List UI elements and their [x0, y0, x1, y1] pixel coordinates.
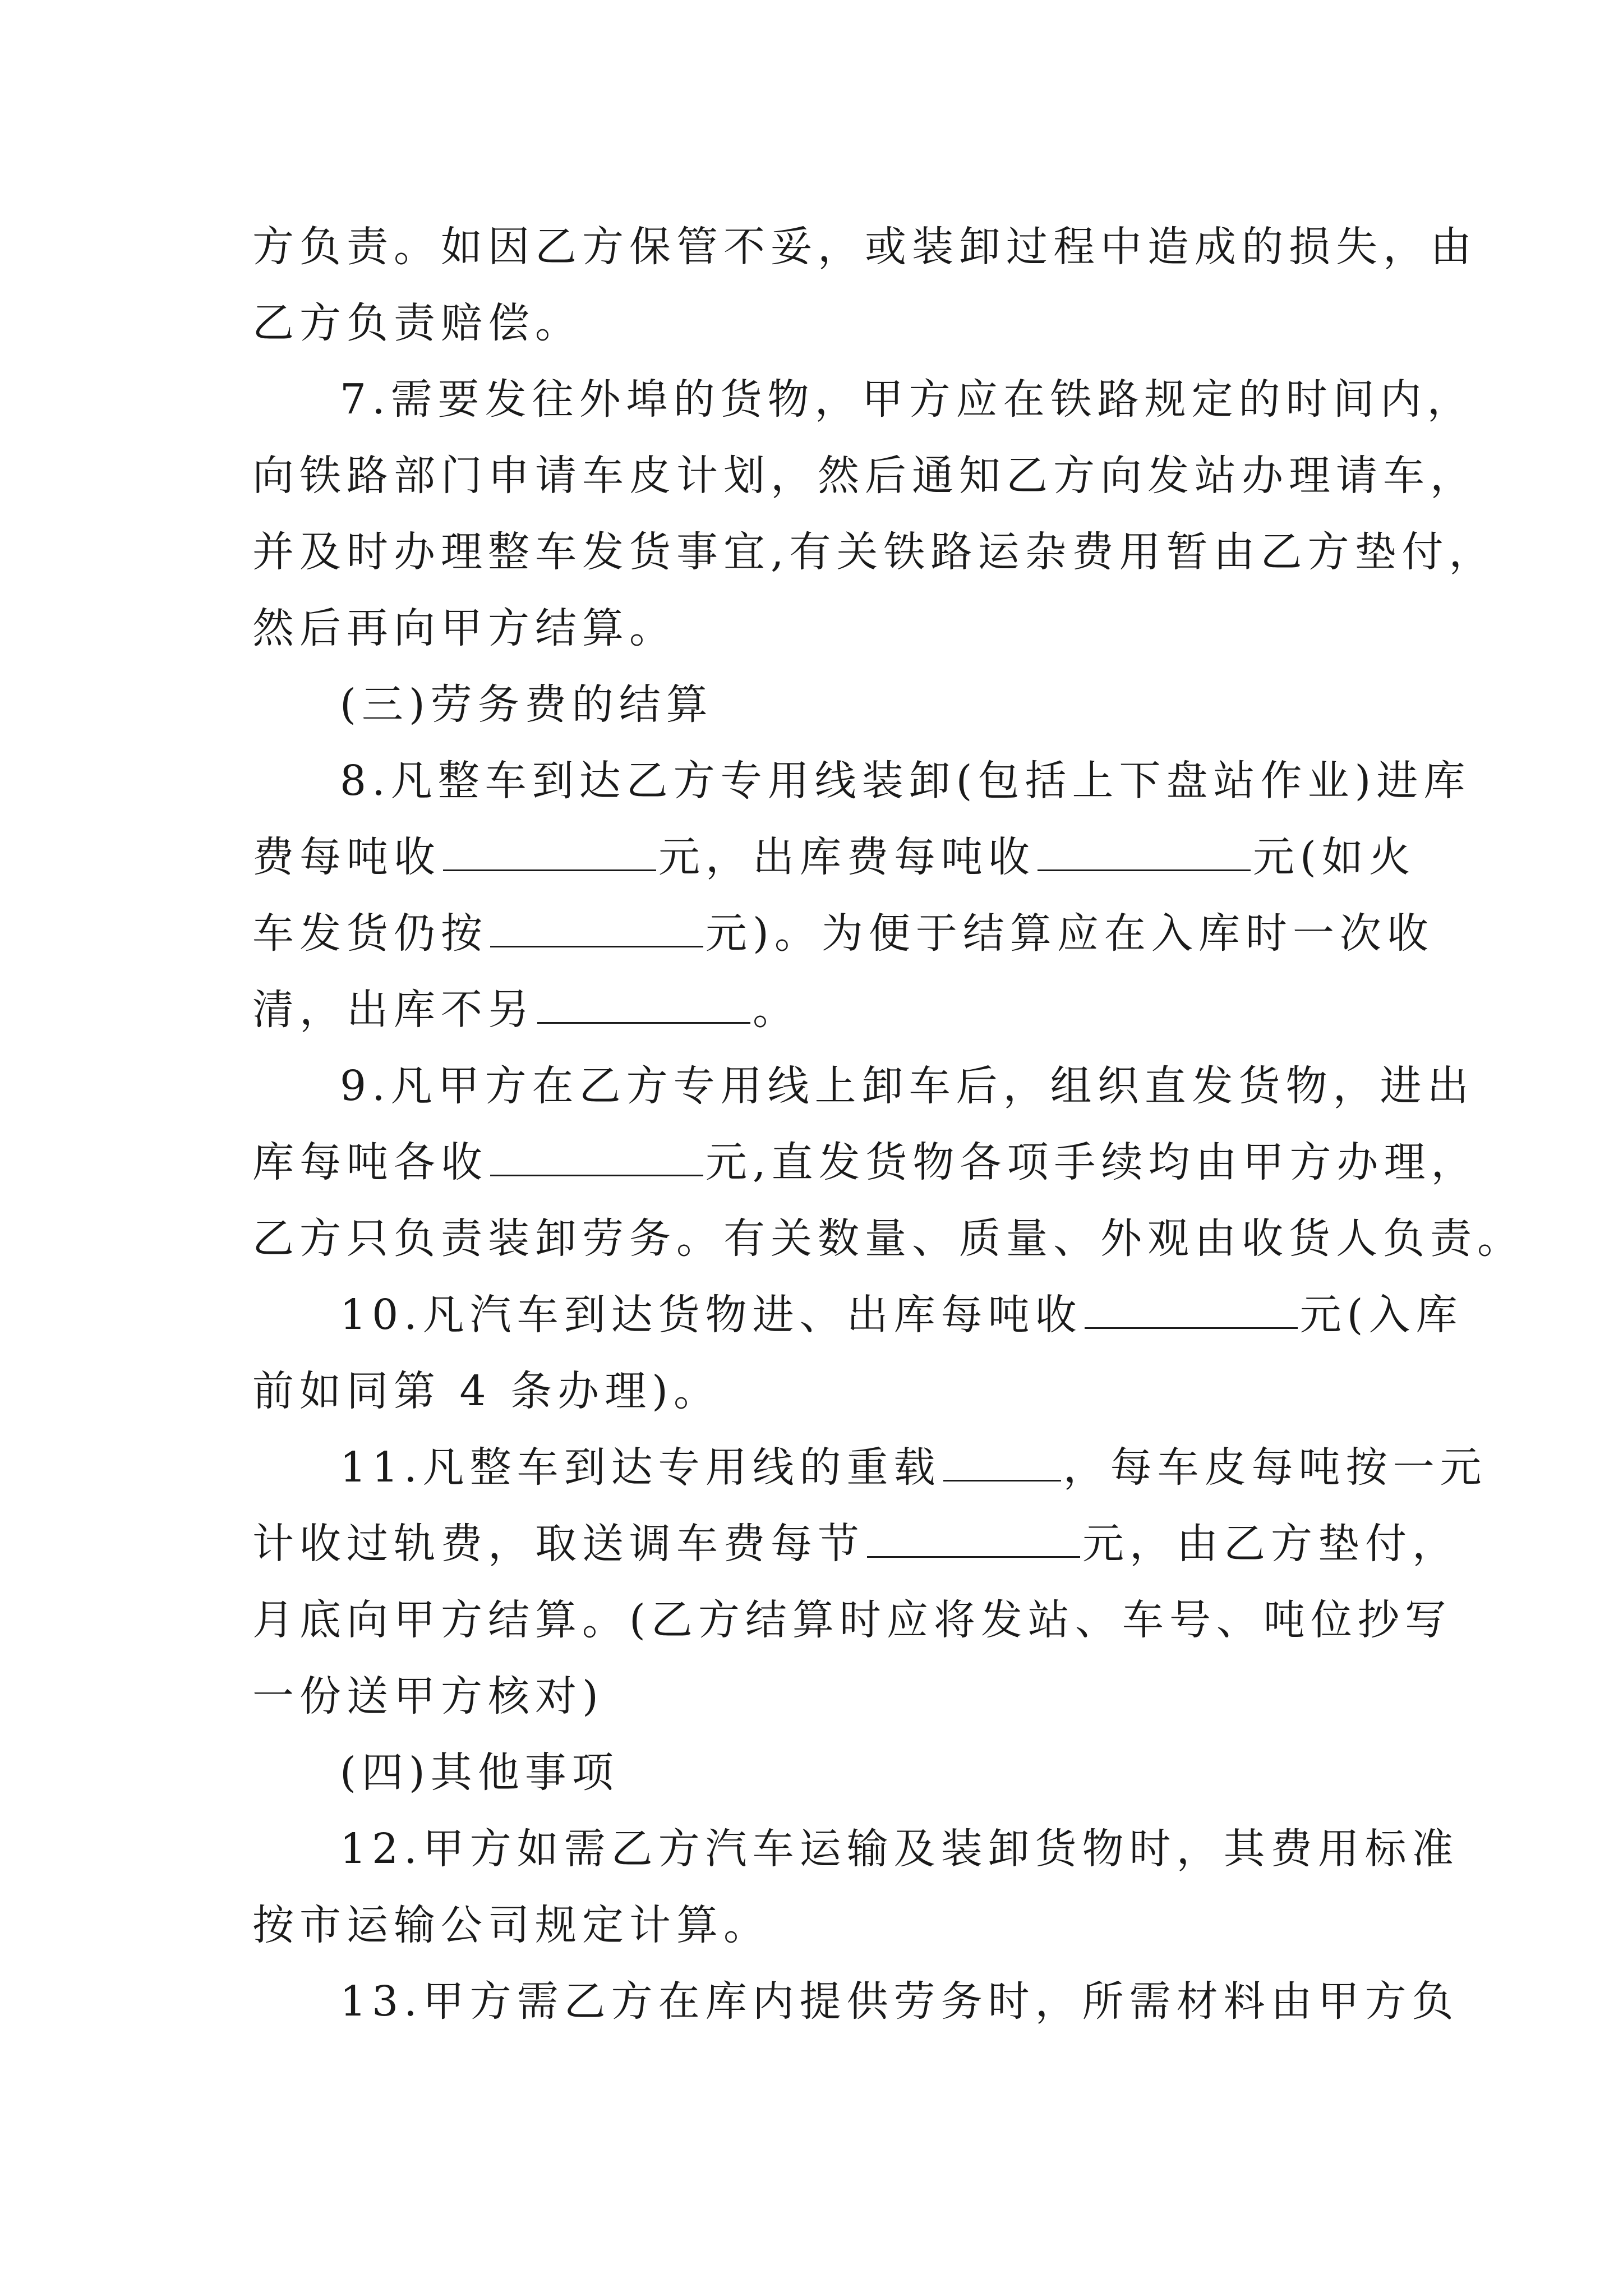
- text-segment: 乙方负责赔偿。: [252, 299, 582, 347]
- fill-in-blank[interactable]: [490, 909, 703, 947]
- text-segment: 13.甲方需乙方在库内提供劳务时，所需材料由甲方负: [340, 1977, 1459, 2026]
- text-segment: 计收过轨费，取送调车费每节: [252, 1520, 865, 1568]
- text-segment: 10.凡汽车到达货物进、出库每吨收: [340, 1291, 1082, 1339]
- text-segment: 元，由乙方垫付，: [1082, 1520, 1459, 1568]
- clause-9-line: [340, 1058, 1474, 1114]
- text-segment: 然后再向甲方结算。: [252, 604, 676, 652]
- text-segment: 元,直发货物各项手续均由甲方办理，: [706, 1138, 1478, 1186]
- clause-11-line: [340, 1439, 1487, 1496]
- clause-8-line: [340, 753, 1471, 809]
- fill-in-blank[interactable]: [490, 1138, 703, 1176]
- paragraph-line: [252, 829, 1416, 885]
- text-segment: 方负责。如因乙方保管不妥，或装卸过程中造成的损失，由: [252, 223, 1477, 271]
- paragraph-line: [252, 1134, 1478, 1190]
- paragraph-line: [252, 982, 1385, 1038]
- text-segment: 8.凡整车到达乙方专用线装卸(包括上下盘站作业)进库: [340, 757, 1471, 805]
- text-segment: (三)劳务费的结算: [340, 680, 713, 729]
- section-heading-3: [340, 677, 1385, 733]
- text-segment: 元(入库: [1299, 1291, 1463, 1339]
- fill-in-blank[interactable]: [943, 1443, 1061, 1481]
- paragraph-line: [252, 1516, 1459, 1572]
- text-segment: 。: [753, 986, 800, 1034]
- paragraph-line: [252, 905, 1434, 961]
- fill-in-blank[interactable]: [443, 832, 656, 871]
- text-segment: 向铁路部门申请车皮计划，然后通知乙方向发站办理请车，: [252, 452, 1477, 500]
- paragraph-line: [252, 448, 1477, 504]
- clause-7-line: [340, 371, 1474, 427]
- paragraph-line: [252, 219, 1477, 275]
- paragraph-line: [252, 1897, 1385, 1953]
- paragraph-line: [252, 1592, 1452, 1648]
- text-segment: (四)其他事项: [340, 1749, 619, 1797]
- text-segment: 元(如火: [1253, 833, 1416, 881]
- fill-in-blank[interactable]: [1038, 832, 1251, 871]
- paragraph-line: [252, 1211, 1524, 1267]
- section-heading-4: [340, 1745, 1385, 1801]
- text-segment: 前如同第 4 条办理)。: [252, 1367, 721, 1415]
- text-segment: 费每吨收: [252, 833, 441, 881]
- paragraph-line: [252, 524, 1496, 580]
- text-segment: 11.凡整车到达专用线的重载: [340, 1443, 941, 1492]
- text-segment: 12.甲方如需乙方汽车运输及装卸货物时，其费用标准: [340, 1825, 1459, 1873]
- text-segment: 7.需要发往外埠的货物，甲方应在铁路规定的时间内，: [340, 375, 1474, 424]
- fill-in-blank[interactable]: [867, 1519, 1080, 1558]
- text-segment: 月底向甲方结算。(乙方结算时应将发站、车号、吨位抄写: [252, 1596, 1452, 1644]
- paragraph-line: [252, 295, 1385, 351]
- text-segment: 车发货仍按: [252, 909, 488, 958]
- fill-in-blank[interactable]: [537, 985, 750, 1024]
- text-segment: 清，出库不另: [252, 986, 535, 1034]
- fill-in-blank[interactable]: [1085, 1290, 1298, 1329]
- paragraph-line: [252, 600, 1385, 656]
- text-segment: ，每车皮每吨按一元: [1063, 1443, 1487, 1492]
- text-segment: 元)。为便于结算应在入库时一次收: [706, 909, 1434, 958]
- clause-10-line: [340, 1287, 1463, 1343]
- text-segment: 库每吨各收: [252, 1138, 488, 1186]
- text-segment: 按市运输公司规定计算。: [252, 1901, 771, 1949]
- text-segment: 9.凡甲方在乙方专用线上卸车后，组织直发货物，进出: [340, 1062, 1474, 1110]
- paragraph-line: [252, 1363, 1385, 1419]
- text-segment: 乙方只负责装卸劳务。有关数量、质量、外观由收货人负责。: [252, 1214, 1524, 1263]
- clause-12-line: [340, 1821, 1459, 1877]
- text-segment: 元，出库费每吨收: [658, 833, 1035, 881]
- clause-13-line: [340, 1973, 1459, 2030]
- text-segment: 一份送甲方核对): [252, 1672, 604, 1720]
- text-segment: 并及时办理整车发货事宜,有关铁路运杂费用暂由乙方垫付，: [252, 528, 1496, 576]
- paragraph-line: [252, 1668, 1385, 1724]
